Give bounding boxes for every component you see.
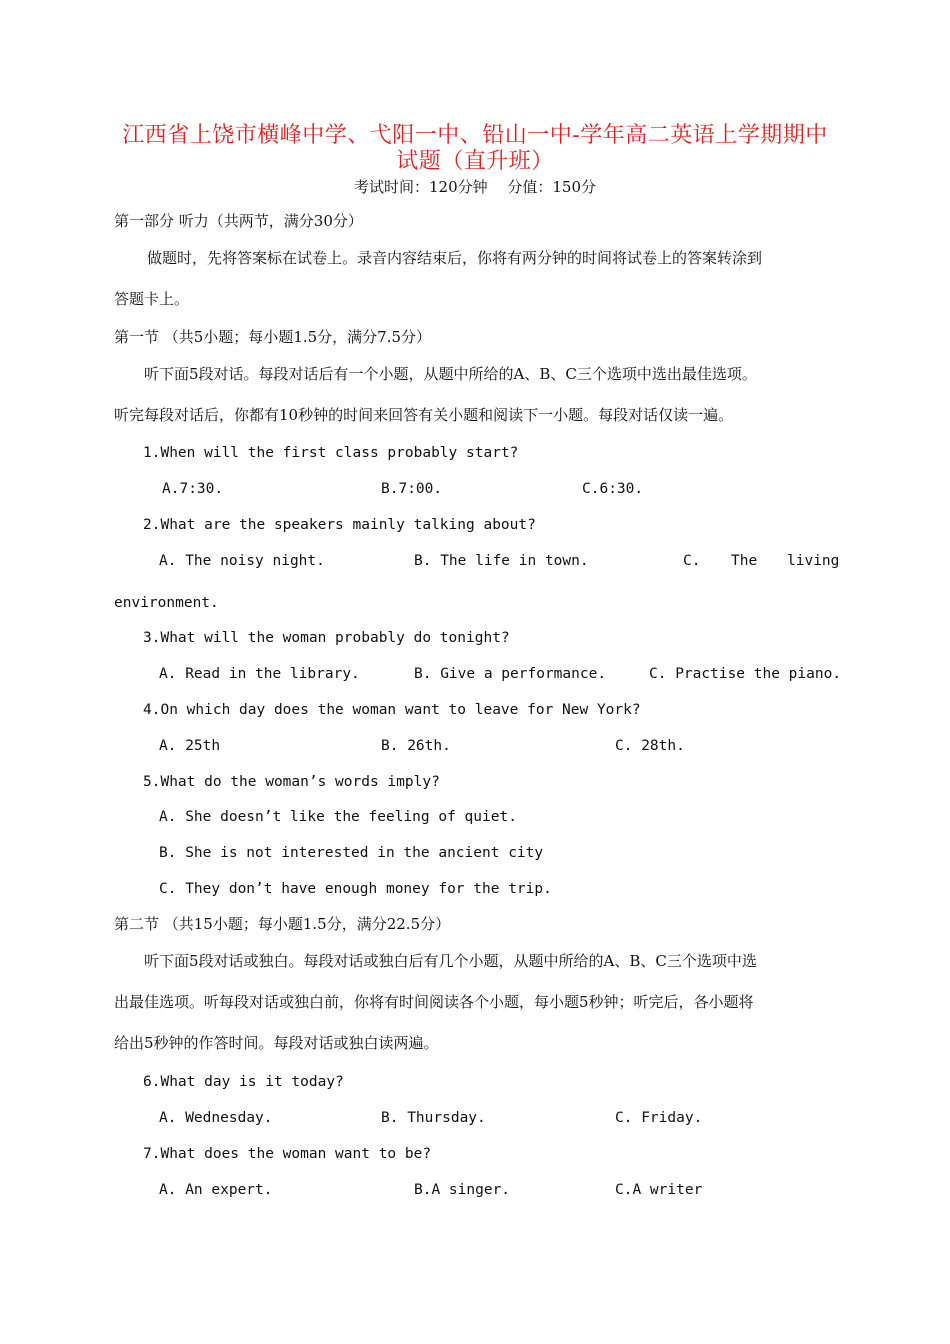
document-title-line-1: 江西省上饶市横峰中学、弋阳一中、铅山一中-学年高二英语上学期期中 (122, 123, 828, 148)
question-2-option-c-word-2: living (787, 553, 840, 569)
section2-instruction-line-1: 听下面5段对话或独白。每段对话或独白后有几个小题，从题中所给的A、B、C三个选项中选 (144, 952, 757, 970)
question-4-stem: 4.On which day does the woman want to leave for New York? (143, 702, 641, 718)
section1-instruction-line-1: 听下面5段对话。每段对话后有一个小题，从题中所给的A、B、C三个选项中选出最佳选项。 (144, 365, 757, 383)
question-2-option-c-wrap: environment. (114, 595, 219, 611)
part1-heading: 第一部分 听力（共两节，满分30分） (114, 212, 363, 230)
question-1-option-a: A.7:30. (162, 481, 224, 497)
question-4-option-b: B. 26th. (381, 738, 451, 754)
exam-info: 考试时间：120分钟 分值：150分 (353, 178, 597, 196)
part1-instruction-line-1: 做题时，先将答案标在试卷上。录音内容结束后，你将有两分钟的时间将试卷上的答案转涂到 (147, 249, 763, 267)
question-5-option-a: A. She doesn’t like the feeling of quiet. (159, 809, 517, 825)
question-5-stem: 5.What do the woman’s words imply? (143, 774, 440, 790)
question-1-option-c: C.6:30. (582, 481, 644, 497)
question-7-option-a: A. An expert. (159, 1182, 273, 1198)
question-3-option-b: B. Give a performance. (414, 666, 607, 682)
question-2-option-a: A. The noisy night. (159, 553, 325, 569)
section2-instruction-line-2: 出最佳选项。听每段对话或独白前，你将有时间阅读各个小题，每小题5秒钟；听完后，各小题将 (114, 993, 754, 1011)
question-3-option-c: C. Practise the piano. (649, 666, 842, 682)
question-6-stem: 6.What day is it today? (143, 1074, 344, 1090)
question-1-stem: 1.When will the first class probably start? (143, 445, 519, 461)
part1-instruction-line-2: 答题卡上。 (114, 290, 190, 308)
question-7-option-c: C.A writer (615, 1182, 703, 1198)
section2-instruction-line-3: 给出5秒钟的作答时间。每段对话或独白读两遍。 (114, 1034, 439, 1052)
question-2-option-c-word-1: The (731, 553, 758, 569)
question-2-stem: 2.What are the speakers mainly talking about? (143, 517, 536, 533)
section1-instruction-line-2: 听完每段对话后，你都有10秒钟的时间来回答有关小题和阅读下一小题。每段对话仅读一遍。 (114, 406, 734, 424)
question-4-option-a: A. 25th (159, 738, 221, 754)
question-5-option-c: C. They don’t have enough money for the trip. (159, 881, 552, 897)
question-7-stem: 7.What does the woman want to be? (143, 1146, 432, 1162)
question-6-option-a: A. Wednesday. (159, 1110, 273, 1126)
question-6-option-c: C. Friday. (615, 1110, 703, 1126)
question-2-option-c-letter: C. (683, 553, 701, 569)
question-3-stem: 3.What will the woman probably do tonight? (143, 630, 510, 646)
section1-heading: 第一节 （共5小题；每小题1.5分，满分7.5分） (114, 328, 432, 346)
section2-heading: 第二节 （共15小题；每小题1.5分，满分22.5分） (114, 915, 451, 933)
question-2-option-b: B. The life in town. (414, 553, 589, 569)
document-title-line-2: 试题（直升班） (396, 149, 554, 174)
question-6-option-b: B. Thursday. (381, 1110, 486, 1126)
question-7-option-b: B.A singer. (414, 1182, 511, 1198)
question-3-option-a: A. Read in the library. (159, 666, 360, 682)
question-4-option-c: C. 28th. (615, 738, 685, 754)
question-5-option-b: B. She is not interested in the ancient city (159, 845, 544, 861)
question-1-option-b: B.7:00. (381, 481, 443, 497)
